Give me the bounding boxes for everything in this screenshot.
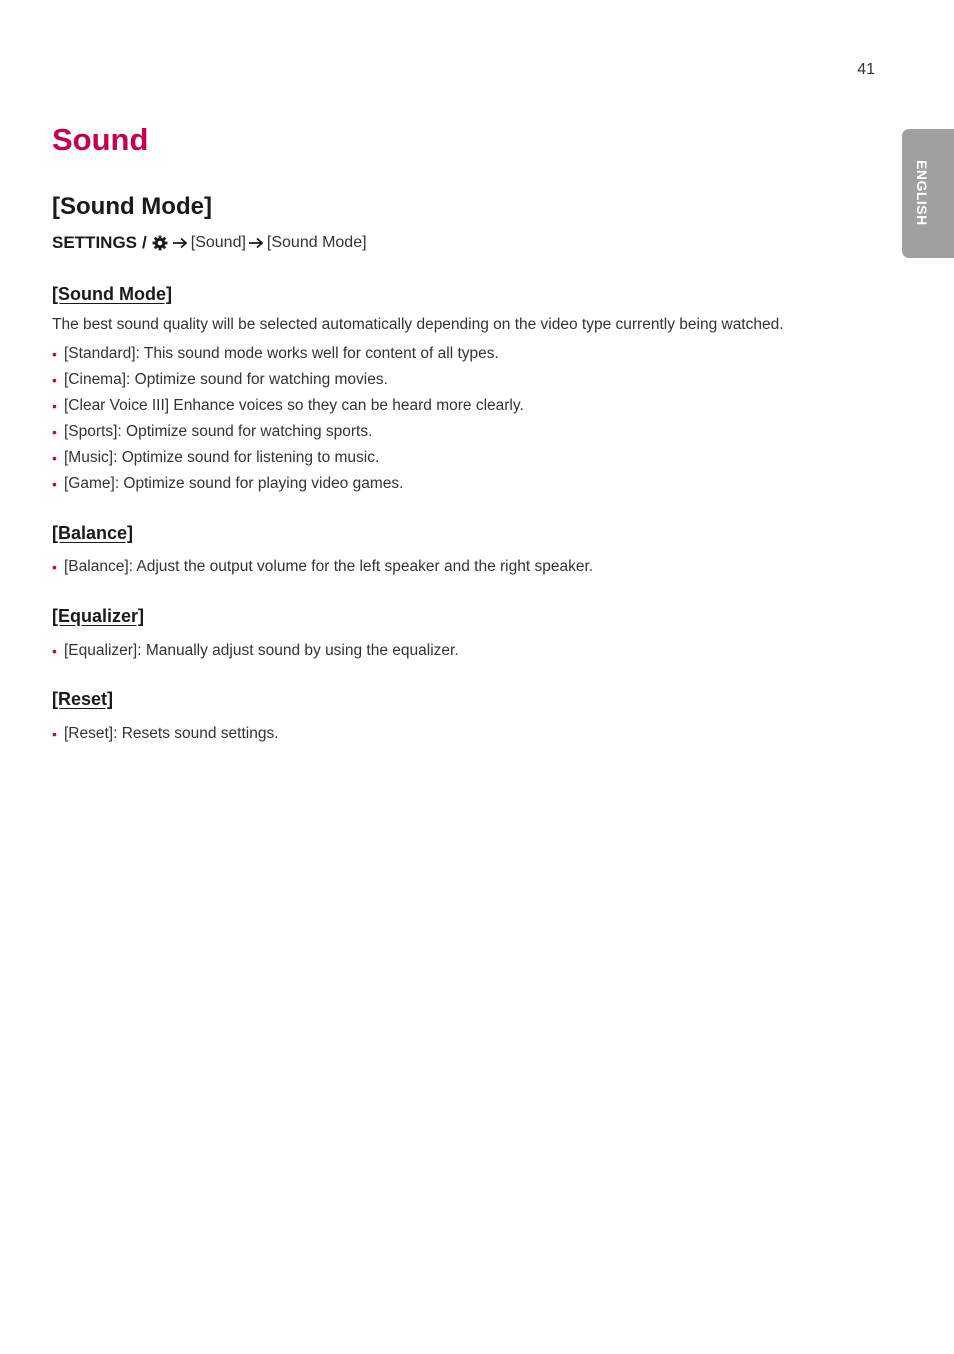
sound-mode-list [52,341,524,497]
bullet-icon: • [52,398,57,414]
list-item: • [Equalizer]: Manually adjust sound by using the equalizer. [52,638,459,664]
section-title: [Sound Mode] [52,193,212,220]
bullet-icon: • [52,559,57,575]
sound-mode-description: The best sound quality will be selected automatically depending on the video type currently being watched. [52,316,784,333]
bullet-icon: • [52,346,57,362]
subsection-heading-reset: [Reset] [52,689,114,709]
list-item: • [Clear Voice III] Enhance voices so they can be heard more clearly. [52,393,524,419]
bullet-icon: • [52,643,57,659]
menu-path-settings: SETTINGS [52,233,138,252]
menu-path-step-sound: [Sound] [190,234,246,251]
reset-list [52,721,279,747]
subsection-heading-sound-mode: [Sound Mode] [52,284,172,304]
list-item: • [Reset]: Resets sound settings. [52,721,279,747]
list-item: • [Sports]: Optimize sound for watching sports. [52,419,524,445]
menu-path-step-sound-mode: [Sound Mode] [266,234,367,251]
bullet-icon: • [52,372,57,388]
arrow-right-icon [172,237,188,249]
list-item: • [Music]: Optimize sound for listening to music. [52,445,524,471]
bullet-icon: • [52,726,57,742]
bullet-icon: • [52,450,57,466]
subsection-heading-equalizer: [Equalizer] [52,606,145,626]
balance-list [52,554,593,580]
menu-path-separator: / [142,233,147,252]
list-item: • [Standard]: This sound mode works well for content of all types. [52,341,524,367]
bullet-icon: • [52,424,57,440]
language-tab [902,129,954,258]
equalizer-list [52,638,459,664]
list-item: • [Balance]: Adjust the output volume for the left speaker and the right speaker. [52,554,593,580]
list-item: • [Cinema]: Optimize sound for watching movies. [52,367,524,393]
gear-icon [152,235,168,251]
menu-path [52,232,367,254]
bullet-icon: • [52,476,57,492]
page-number: 41 [857,61,875,78]
language-tab-label: ENGLISH [914,160,930,226]
page-title: Sound [52,122,149,157]
arrow-right-icon [248,237,264,249]
list-item: • [Game]: Optimize sound for playing video games. [52,471,524,497]
subsection-heading-balance: [Balance] [52,523,134,543]
